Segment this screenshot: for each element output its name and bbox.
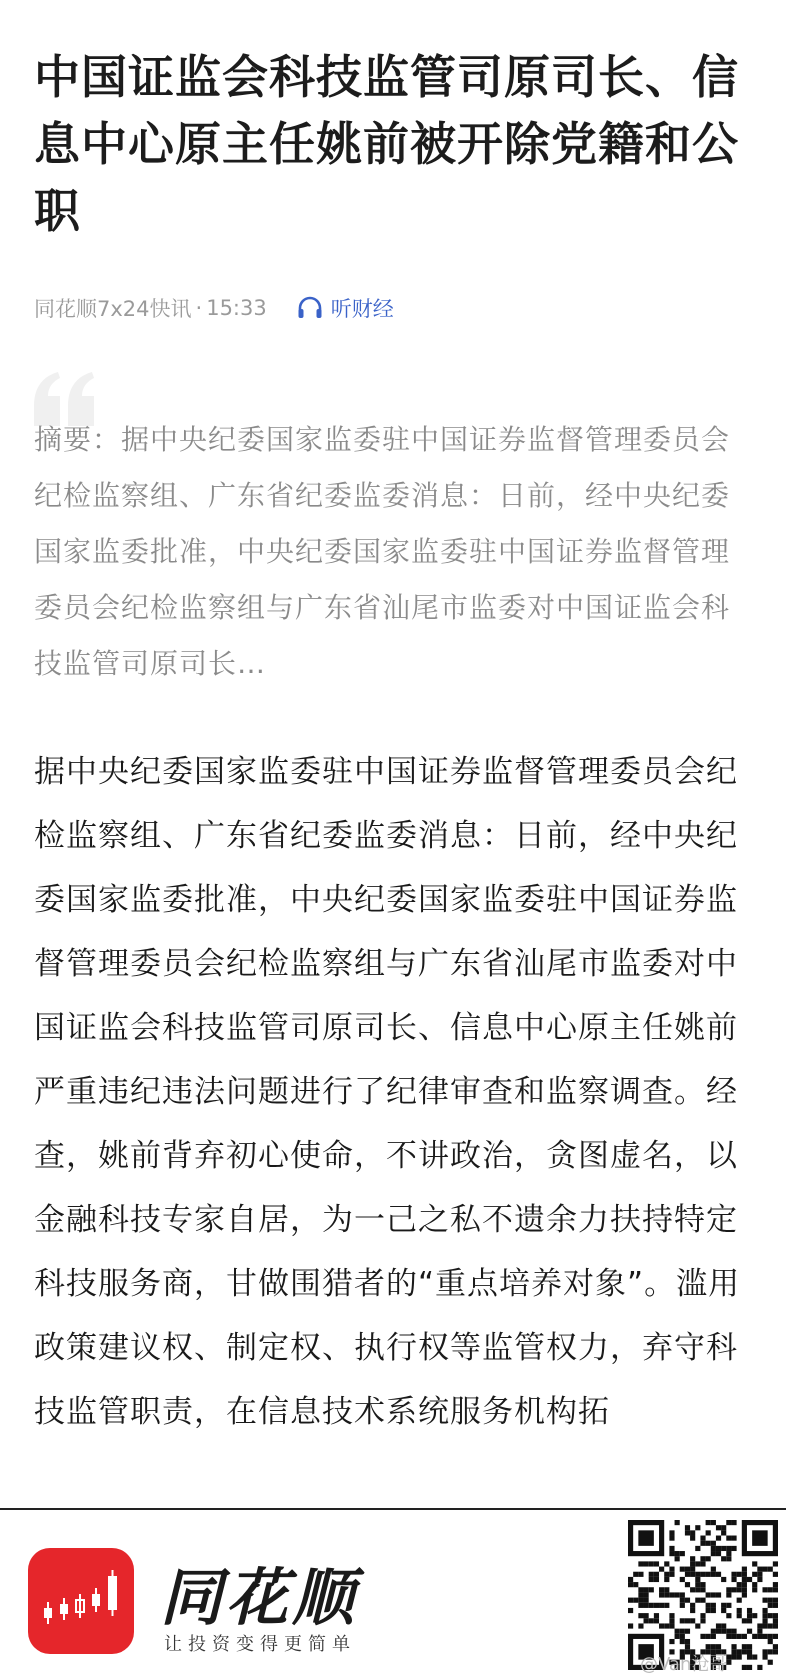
- meta-separator: ·: [195, 296, 203, 320]
- article-meta: [34, 290, 394, 326]
- listen-label: 听财经: [330, 297, 394, 321]
- app-logo-icon: [28, 1548, 134, 1654]
- article-summary: 摘要：据中央纪委国家监委驻中国证券监督管理委员会纪检监察组、广东省纪委监委消息：日前，经中央纪委国家监委批准，中央纪委国家监委驻中国证券监督管理委员会纪检监察组与广东省汕尾市监委对中国证监会科技监管司原司长…: [34, 423, 731, 680]
- article-source: 同花顺7x24快讯: [34, 297, 192, 321]
- brand-name: 同花顺: [160, 1561, 359, 1634]
- brand-slogan: 让投资变得更简单: [164, 1634, 356, 1655]
- article-time: 15:33: [206, 296, 267, 320]
- article-body: 据中央纪委国家监委驻中国证券监督管理委员会纪检监察组、广东省纪委监委消息：日前，经中央纪委国家监委批准，中央纪委国家监委驻中国证券监督管理委员会纪检监察组与广东省汕尾市监委对中国证监会科技监管司原司长、信息中心原主任姚前严重违纪违法问题进行了纪律审查和监察调查。经查，姚前背弃初心使命，不讲政治，贪图虚名，以金融科技专家自居，为一己之私不遗余力扶持特定科技服务商，甘做围猎者的“重点培养对象”。滥用政策建议权、制定权、执行权等监管权力，弃守科技监管职责，在信息技术系统服务机构拓: [34, 754, 741, 1430]
- qr-code-icon: [628, 1520, 778, 1670]
- headphones-icon: [297, 296, 323, 320]
- listen-button[interactable]: [297, 293, 394, 323]
- watermark: @Van沧哥: [640, 1654, 728, 1675]
- article-headline: 中国证监会科技监管司原司长、信息中心原主任姚前被开除党籍和公职: [34, 50, 739, 238]
- footer-banner: [0, 1508, 786, 1680]
